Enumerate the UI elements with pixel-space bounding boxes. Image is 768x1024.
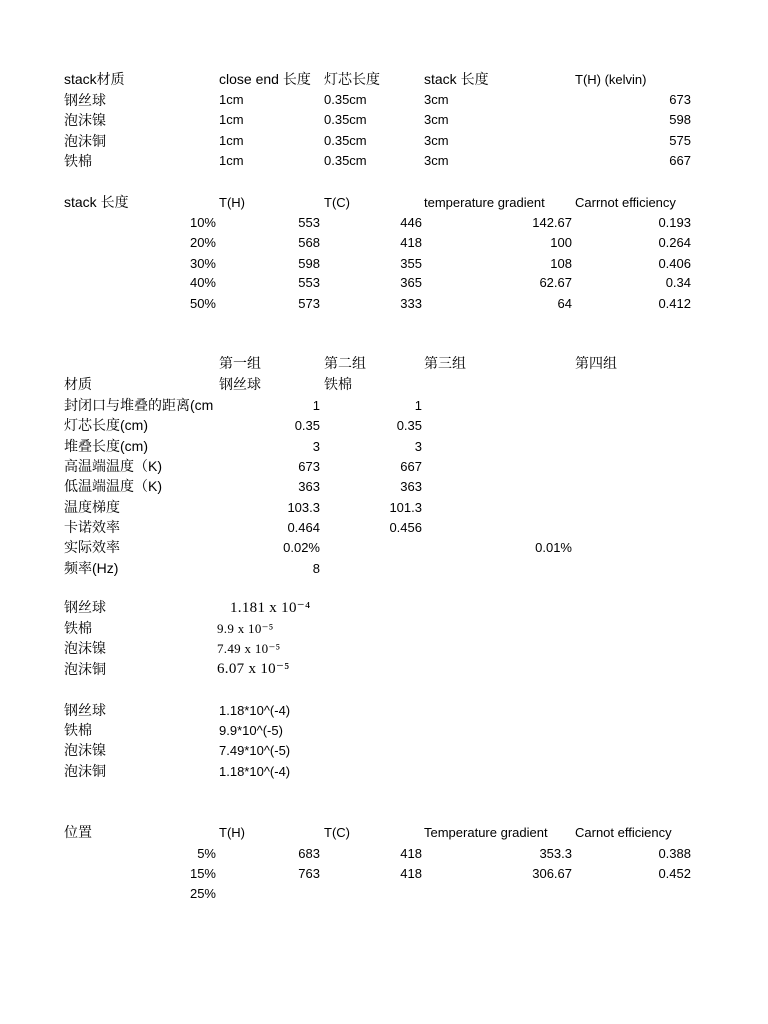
- text-item-value: 1.18*10^(-4): [219, 764, 291, 779]
- text-item-name: 钢丝球: [64, 702, 106, 718]
- group-2-value: 101.3: [389, 500, 422, 515]
- row-label: 灯芯长度(cm): [64, 417, 148, 433]
- row-label: 频率(Hz): [64, 560, 119, 576]
- text-item-value: 1.18*10^(-4): [219, 703, 291, 718]
- cell: 0.452: [658, 866, 691, 881]
- table-4-header-gradient: Temperature gradient: [424, 825, 548, 840]
- cell: 355: [400, 256, 422, 271]
- formula-item-value: 7.49 x 10⁻⁵: [217, 641, 281, 656]
- row-label: 堆叠长度(cm): [64, 438, 148, 454]
- group-1-value: 103.3: [287, 500, 320, 515]
- row-label: 泡沫镍: [64, 112, 106, 128]
- group-2-value: 1: [414, 398, 422, 413]
- row-label: 5%: [197, 846, 216, 861]
- row-label: 25%: [189, 886, 216, 901]
- group-1-value: 8: [312, 561, 320, 576]
- group-2-value: 0.456: [389, 520, 422, 535]
- table-1-header-close-end: close end 长度: [219, 71, 311, 87]
- row-label: 50%: [189, 296, 216, 311]
- cell: 418: [400, 235, 422, 250]
- cell: 573: [298, 296, 320, 311]
- table-4-header-tc: T(C): [324, 825, 350, 840]
- row-label: 卡诺效率: [64, 519, 120, 535]
- cell: 0.34: [665, 275, 691, 290]
- cell: 3cm: [424, 133, 449, 148]
- cell: 673: [669, 92, 691, 107]
- cell: 763: [298, 866, 320, 881]
- material-label: 材质: [64, 376, 92, 392]
- table-4-header-position: 位置: [64, 824, 92, 840]
- formula-item-name: 泡沫铜: [64, 661, 106, 677]
- cell: 1cm: [219, 133, 244, 148]
- cell: 418: [400, 846, 422, 861]
- cell: 683: [298, 846, 320, 861]
- row-label: 30%: [189, 256, 216, 271]
- cell: 64: [557, 296, 572, 311]
- cell: 100: [550, 235, 572, 250]
- group-4-header: 第四组: [575, 355, 617, 371]
- group-1-header: 第一组: [219, 355, 261, 371]
- group-1-value: 0.464: [287, 520, 320, 535]
- table-2-header-gradient: temperature gradient: [424, 195, 545, 210]
- row-label: 10%: [189, 215, 216, 230]
- cell: 142.67: [532, 215, 572, 230]
- cell: 553: [298, 275, 320, 290]
- group-3-value: 0.01%: [535, 540, 572, 555]
- cell: 598: [669, 112, 691, 127]
- formula-item-name: 泡沫镍: [64, 640, 106, 656]
- cell: 3cm: [424, 153, 449, 168]
- table-2-header-th: T(H): [219, 195, 245, 210]
- group-3-header: 第三组: [424, 355, 466, 371]
- cell: 3cm: [424, 112, 449, 127]
- group-2-value: 3: [414, 439, 422, 454]
- cell: 446: [400, 215, 422, 230]
- cell: 333: [400, 296, 422, 311]
- cell: 553: [298, 215, 320, 230]
- cell: 0.35cm: [324, 112, 367, 127]
- cell: 575: [669, 133, 691, 148]
- group-1-value: 0.02%: [283, 540, 320, 555]
- text-item-name: 泡沫铜: [64, 763, 106, 779]
- cell: 0.264: [658, 235, 691, 250]
- cell: 62.67: [539, 275, 572, 290]
- group-2-header: 第二组: [324, 355, 366, 371]
- cell: 0.406: [658, 256, 691, 271]
- group-2-value: 0.35: [396, 418, 422, 433]
- row-label: 钢丝球: [64, 92, 106, 108]
- group-2-material: 铁棉: [324, 376, 352, 392]
- row-label: 40%: [189, 275, 216, 290]
- cell: 0.35cm: [324, 153, 367, 168]
- text-item-name: 铁棉: [64, 722, 92, 738]
- cell: 568: [298, 235, 320, 250]
- cell: 0.193: [658, 215, 691, 230]
- cell: 0.35cm: [324, 133, 367, 148]
- group-1-value: 673: [298, 459, 320, 474]
- text-item-name: 泡沫镍: [64, 742, 106, 758]
- table-1-header-th: T(H) (kelvin): [575, 72, 647, 87]
- table-2-header-efficiency: Carrnot efficiency: [575, 195, 676, 210]
- table-2-header-stack-length: stack 长度: [64, 194, 129, 210]
- text-item-value: 9.9*10^(-5): [219, 723, 283, 738]
- group-2-value: 363: [400, 479, 422, 494]
- table-1-header-stack-length: stack 长度: [424, 71, 489, 87]
- cell: 667: [669, 153, 691, 168]
- formula-item-value: 6.07 x 10⁻⁵: [217, 661, 290, 677]
- row-label: 15%: [189, 866, 216, 881]
- row-label: 低温端温度（K): [64, 478, 162, 494]
- table-2-header-tc: T(C): [324, 195, 350, 210]
- cell: 0.35cm: [324, 92, 367, 107]
- group-1-value: 0.35: [294, 418, 320, 433]
- formula-item-name: 铁棉: [64, 620, 92, 636]
- cell: 0.412: [658, 296, 691, 311]
- formula-item-value: 9.9 x 10⁻⁵: [217, 621, 274, 636]
- cell: 353.3: [539, 846, 572, 861]
- cell: 1cm: [219, 112, 244, 127]
- group-1-value: 1: [312, 398, 320, 413]
- text-item-value: 7.49*10^(-5): [219, 743, 291, 758]
- table-4-header-th: T(H): [219, 825, 245, 840]
- cell: 108: [550, 256, 572, 271]
- row-label: 铁棉: [64, 153, 92, 169]
- row-label: 实际效率: [64, 539, 120, 555]
- table-1-header-material: stack材质: [64, 71, 125, 87]
- row-label: 20%: [189, 235, 216, 250]
- row-label: 高温端温度（K): [64, 458, 162, 474]
- cell: 1cm: [219, 92, 244, 107]
- table-1-header-wick: 灯芯长度: [324, 71, 380, 87]
- group-1-material: 钢丝球: [219, 376, 261, 392]
- cell: 3cm: [424, 92, 449, 107]
- cell: 0.388: [658, 846, 691, 861]
- group-1-value: 363: [298, 479, 320, 494]
- group-1-value: 3: [312, 439, 320, 454]
- cell: 306.67: [532, 866, 572, 881]
- cell: 418: [400, 866, 422, 881]
- row-label: 封闭口与堆叠的距离(cm: [64, 397, 214, 413]
- row-label: 泡沫铜: [64, 133, 106, 149]
- row-label: 温度梯度: [64, 499, 120, 515]
- formula-item-value: 1.181 x 10⁻⁴: [230, 600, 311, 616]
- group-2-value: 667: [400, 459, 422, 474]
- formula-item-name: 钢丝球: [64, 599, 106, 615]
- cell: 598: [298, 256, 320, 271]
- cell: 365: [400, 275, 422, 290]
- cell: 1cm: [219, 153, 244, 168]
- table-4-header-efficiency: Carnot efficiency: [575, 825, 672, 840]
